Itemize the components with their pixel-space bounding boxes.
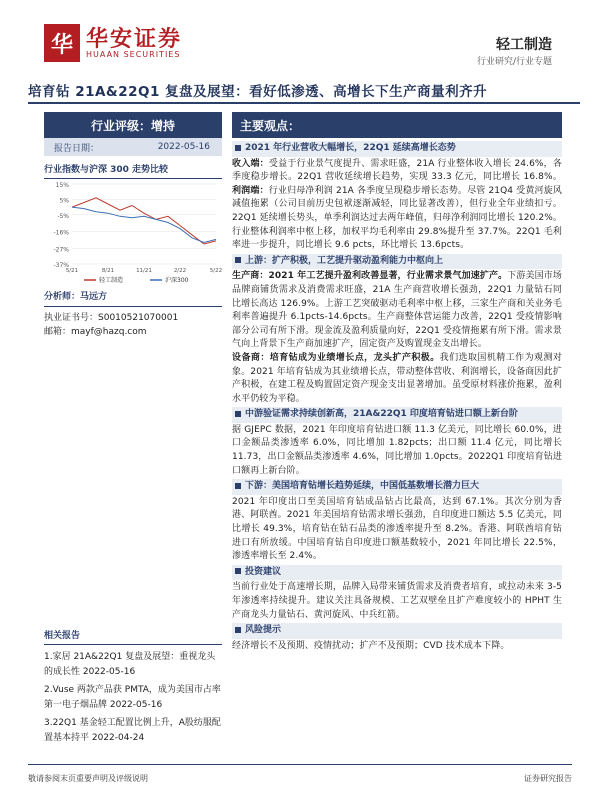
report-date-row xyxy=(44,138,222,156)
legend-label: 沪深300 xyxy=(165,277,189,284)
bullet-icon xyxy=(235,483,241,489)
y-tick-label: -5% xyxy=(57,212,69,220)
bullet-icon xyxy=(235,145,241,151)
report-type: 行业研究/行业专题 xyxy=(476,57,552,67)
paragraph: 据 GJEPC 数据，2021 年印度培育钻进口额 11.3 亿美元，同比增长 60.0%，进口金额品类渗透率 6.0%，同比增加 1.82pcts；出口额 11.4 亿元，同比增长 11.73，出口金额品类渗透率 4.6%，同比增加 1.0pcts。2022Q1 印度培育钻进口额再上新台阶。 xyxy=(232,424,562,476)
section-heading: 中游验证需求持续创新高，21A&22Q1 印度培育钻进口额上新台阶 xyxy=(232,407,562,423)
analyst-name-row: 分析师：马远方 xyxy=(44,290,222,307)
bullet-icon xyxy=(235,257,241,263)
report-date-label: 报告日期： xyxy=(54,143,100,154)
related-report-item[interactable]: 1.家居 21A&22Q1 复盘及展望：重视龙头的成长性 2022-05-16 xyxy=(44,652,216,677)
paragraph: 设备商：培育钻成为业绩增长点，龙头扩产积极。我们选取国机精工作为观测对象。2021 年培育钻成为其业绩增长点，带动整体营收、利润增长，设备商因此扩产积极，在建工程及购置固定资产现金支出显著增加。虽受原材料涨价拖累，盈利水平仍较为平稳。 xyxy=(232,352,562,404)
x-tick-label: 11/21 xyxy=(136,268,152,274)
x-tick-label: 2/22 xyxy=(173,268,187,274)
brand-logo-icon: 华 xyxy=(44,24,80,62)
y-tick-label: -27% xyxy=(53,246,69,254)
related-report-item[interactable]: 2.Vuse 两款产品获 PMTA，成为美国市占率第一电子烟品牌 2022-05-16 xyxy=(44,685,221,710)
industry-rating: 行业评级：增持 xyxy=(44,112,222,138)
y-tick-label: 5% xyxy=(59,197,69,205)
series-line-0 xyxy=(72,198,216,244)
page-footer xyxy=(28,764,572,784)
sector-title: 轻工制造 xyxy=(496,37,552,53)
legend-label: 轻工制造 xyxy=(99,277,124,284)
main-points-header: 主要观点： xyxy=(232,112,562,138)
related-reports-list xyxy=(44,650,222,749)
paragraph: 当前行业处于高速增长期，品牌入局带来铺货需求及消费者培育，或拉动未来 3-5 年渗透率持续提升。建议关注具备规模、工艺双壁垒且扩产难度较小的 HPHT 生产商龙头力量钻石、黄河旋风、中兵红箭。 xyxy=(232,582,562,620)
paragraph: 经济增长不及预期、疫情扰动；扩产不及预期；CVD 技术成本下降。 xyxy=(232,640,510,651)
y-tick-label: -37% xyxy=(53,262,69,269)
footer-disclaimer[interactable]: 敬请参阅末页重要声明及评级说明 xyxy=(28,774,148,783)
bullet-icon xyxy=(235,627,241,633)
paragraph: 2021 年印度出口至美国培育钻成品钻占比最高，达到 67.1%。其次分别为香港、阿联酋。2021 年美国培育钻需求增长强劲，自印度进口额达 5.5 亿美元，同比增长 49.3%，培育钻在钻石品类的渗透率提升至 8.2%。香港、阿联酋培育钻进口有所放缓。中国培育钻自印度进口额基数较小，2021 年同比增长 22.5%，渗透率增长至 2.4%。 xyxy=(232,496,562,562)
analyst-cert: S0010521070001 xyxy=(98,313,179,323)
analyst-name: 马远方 xyxy=(80,292,108,302)
bullet-icon xyxy=(235,411,241,417)
index-trend-chart xyxy=(44,178,222,288)
paragraph: 生产商：2021 年工艺提升盈利改善显著，行业需求景气加速扩产。下游美国市场品牌商铺货需求及消费需求旺盛，21A 生产商营收增长强劲，22Q1 力量钻石同比增长高达 126.9%。上游工艺突破驱动毛利率中枢上移，三家生产商和关业务毛利率普遍提升 6.1pcts-14.6pcts。生产商整体营运能力改善，22Q1 受疫情影响部分公司有所下滑。现金流及盈利质量向好，22Q1 受疫情拖累有所下滑。需求景气向上背景下生产商加速扩产，固定资产及购置现金支出增长。 xyxy=(232,271,562,350)
related-reports-title: 相关报告 xyxy=(44,628,222,645)
report-title: 培育钻 21A&22Q1 复盘及展望：看好低渗透、高增长下生产商量利齐升 xyxy=(28,76,580,104)
page-header xyxy=(0,0,600,74)
report-date-value: 2022-05-16 xyxy=(157,142,210,152)
paragraph: 收入端：受益于行业景气度提升、需求旺盛，21A 行业整体收入增长 24.6%，各季度稳步增长。22Q1 营收延续增长趋势，实现 33.3 亿元，同比增长 16.8%。利润端：行业归母净利润 21A 各季度呈现稳步增长态势。尽管 21Q4 受黄河旋风减值拖累（公司目前历史包袱逐渐减轻，同比显著改善），但行业全年业绩扣亏。22Q1 延续增长势头，单季利润达过去两年峰值，归母净利润同比增长 120.2%。行业整体利润率中枢上移，加权平均毛利率由 29.8%提升至 37.7%。22Q1 毛利率进一步提升，同比增长 9.6 pcts，环比增长 13.6pcts。 xyxy=(232,158,562,251)
section-heading: 下游：美国培育钻增长趋势延续，中国低基数增长潜力巨大 xyxy=(232,479,562,495)
section-heading: 投资建议 xyxy=(232,565,562,581)
analyst-cert-row: 执业证书号：S0010521070001 xyxy=(44,313,179,323)
section-heading: 上游：扩产积极，工艺提升驱动盈利能力中枢向上 xyxy=(232,254,562,270)
related-report-item[interactable]: 3.22Q1 基金轻工配置比例上升，A股纺服配置基本持平 2022-04-24 xyxy=(44,718,221,743)
bullet-icon xyxy=(235,568,241,574)
brand-name: 华安证券 xyxy=(86,27,183,52)
main-points-content xyxy=(232,140,562,653)
y-tick-label: -16% xyxy=(53,229,69,237)
x-tick-label: 5/22 xyxy=(209,268,222,274)
x-tick-label: 8/21 xyxy=(101,268,115,274)
footer-report-type: 证券研究报告 xyxy=(524,774,572,783)
y-tick-label: 15% xyxy=(55,182,69,189)
section-heading: 风险提示 xyxy=(232,623,562,639)
chart-title: 行业指数与沪深 300 走势比较 xyxy=(44,162,222,179)
analyst-email-row: 邮箱：mayf@hazq.com xyxy=(44,327,147,337)
brand-english: HUAAN SECURITIES xyxy=(86,50,181,59)
x-tick-label: 5/21 xyxy=(65,268,79,274)
analyst-email[interactable]: mayf@hazq.com xyxy=(71,327,147,337)
analyst-section xyxy=(44,290,222,339)
section-heading: 2021 年行业营收大幅增长，22Q1 延续高增长态势 xyxy=(232,141,562,157)
